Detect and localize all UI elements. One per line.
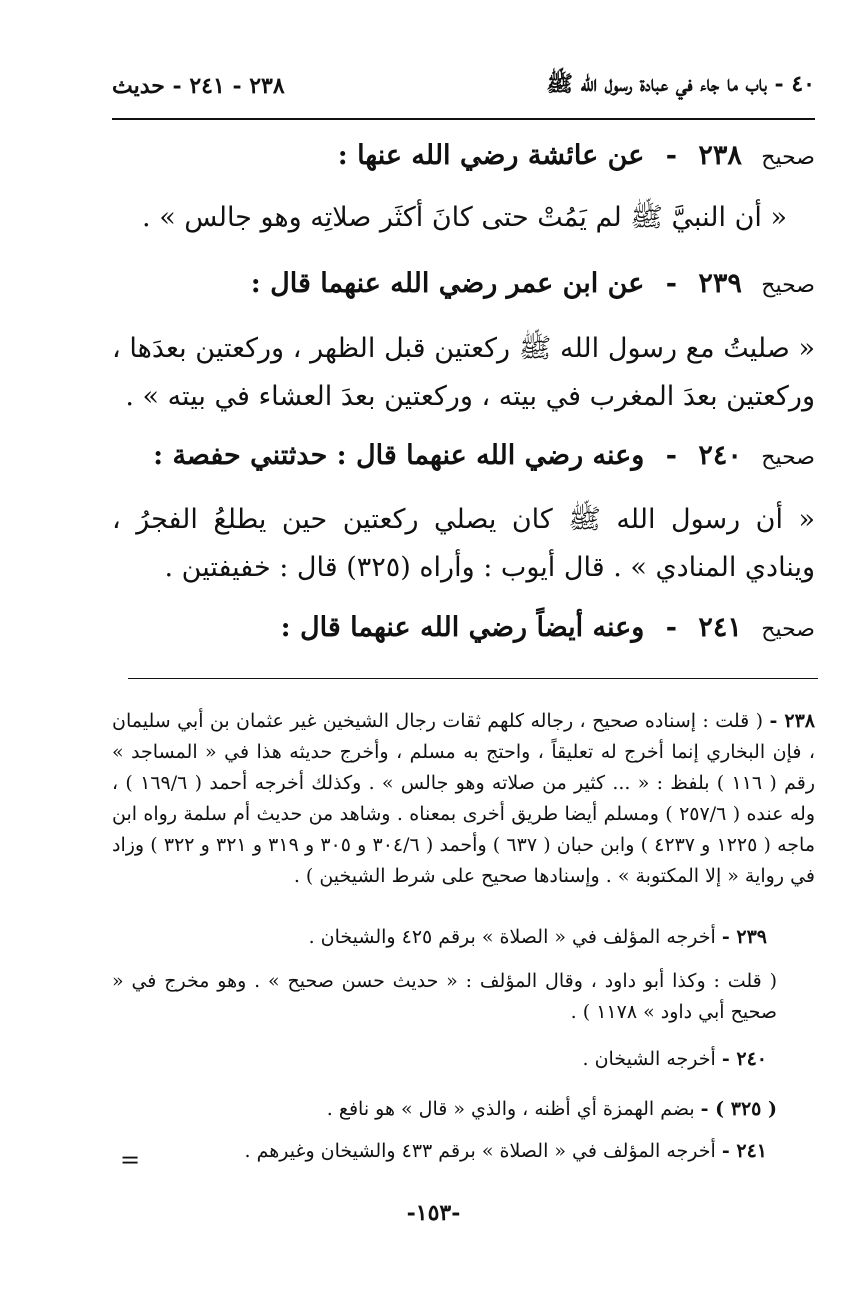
footnote-text: ( قلت : وكذا أبو داود ، وقال المؤلف : « حديث حسن صحيح » . وهو مخرج في « صحيح أبي داود » ١١٧٨ ) . (112, 970, 777, 1023)
hadith-number: ٢٤١ (698, 612, 742, 643)
hadith-text: « أن رسول الله ﷺ كان يصلي ركعتين حين يطلعُ الفجرُ ، وينادي المنادي » . قال أيوب : وأراه (٣٢٥) قال : خفيفتين . (112, 504, 815, 583)
running-header (112, 66, 815, 106)
hadith-dash: - (665, 440, 677, 471)
hadith-intro: وعنه أيضاً رضي الله عنهما قال : (280, 612, 645, 643)
hadith-grade: صحيح (761, 617, 815, 642)
footnote-ref: ٢٤١ - (721, 1140, 767, 1162)
footnote-text: أخرجه المؤلف في « الصلاة » برقم ٤٣٣ والشيخان وغيرهم . (244, 1140, 716, 1162)
page-number: -١٥٣- (406, 1200, 461, 1226)
footnote (112, 1136, 767, 1167)
hadith-number: ٢٤٠ (698, 440, 742, 471)
hadith-heading (112, 268, 815, 299)
chapter-title: ٤٠ - باب ما جاء في عبادة رسول الله ﷺ (546, 71, 815, 97)
hadith-dash: - (665, 140, 677, 171)
hadith-dash: - (665, 268, 677, 299)
hadith-number: ٢٣٩ (698, 268, 742, 299)
hadith-heading (112, 140, 815, 171)
hadith-number: ٢٣٨ (698, 140, 742, 171)
hadith-intro: وعنه رضي الله عنهما قال : حدثتني حفصة : (153, 440, 645, 471)
footnote (112, 922, 767, 953)
footnote-text: أخرجه المؤلف في « الصلاة » برقم ٤٢٥ والشيخان . (308, 926, 716, 948)
footnote-text: أخرجه الشيخان . (582, 1048, 716, 1070)
footnote-ref: ٢٣٨ - (769, 710, 815, 732)
hadith-grade: صحيح (761, 445, 815, 470)
hadith-heading (112, 440, 815, 471)
footnote-text: بضم الهمزة أي أظنه ، والذي « قال » هو نافع . (326, 1098, 695, 1120)
hadith-text: « صليتُ مع رسول الله ﷺ ركعتين قبل الظهر ، وركعتين بعدَها ، وركعتين بعدَ المغرب في بيته ، وركعتين بعدَ العشاء في بيته » . (112, 333, 815, 412)
hadith-text: « أن النبيَّ ﷺ لم يَمُتْ حتى كانَ أكثَر صلاتِه وهو جالس » . (142, 202, 787, 233)
footnote-ref: ٢٤٠ - (721, 1048, 767, 1070)
hadith-range: ٢٣٨ - ٢٤١ - حديث (112, 73, 285, 99)
footnote-rule (128, 678, 818, 679)
hadith-intro: عن ابن عمر رضي الله عنهما قال : (250, 268, 645, 299)
hadith-intro: عن عائشة رضي الله عنها : (337, 140, 645, 171)
footnote (112, 1094, 777, 1125)
hadith-dash: - (665, 612, 677, 643)
hadith-heading (112, 612, 815, 643)
footnote (112, 1044, 767, 1075)
continuation-mark: = (120, 1146, 141, 1174)
footnote (112, 966, 777, 1028)
footnote (112, 706, 815, 892)
footnote-text: ( قلت : إسناده صحيح ، رجاله كلهم ثقات رجال الشيخين غير عثمان بن أبي سليمان ، فإن البخاري إنما أخرج له تعليقاً ، واحتج به مسلم ، وأخرج حديثه هذا في « المساجد » رقم ( ١١٦ ) بلفظ : « ... كثير من صلاته وهو جالس » . وكذلك أخرجه أحمد ( ١٦٩/٦ ) ، وله عنده ( ٢٥٧/٦ ) ومسلم أيضا طريق أخرى بمعناه . وشاهد من حديث أم سلمة رواه ابن ماجه ( ١٢٢٥ و ٤٢٣٧ ) وابن حبان ( ٦٣٧ ) وأحمد ( ٣٠٤/٦ و ٣٠٥ و ٣١٩ و ٣٢١ و ٣٢٢ ) وزاد في رواية « إلا المكتوبة » . وإسنادها صحيح على شرط الشيخين ) . (112, 710, 816, 887)
hadith-grade: صحيح (761, 273, 815, 298)
footnote-ref: ٢٣٩ - (721, 926, 767, 948)
footnote-ref: ( ٣٢٥ ) - (700, 1098, 777, 1120)
header-rule (112, 118, 815, 120)
hadith-grade: صحيح (761, 145, 815, 170)
